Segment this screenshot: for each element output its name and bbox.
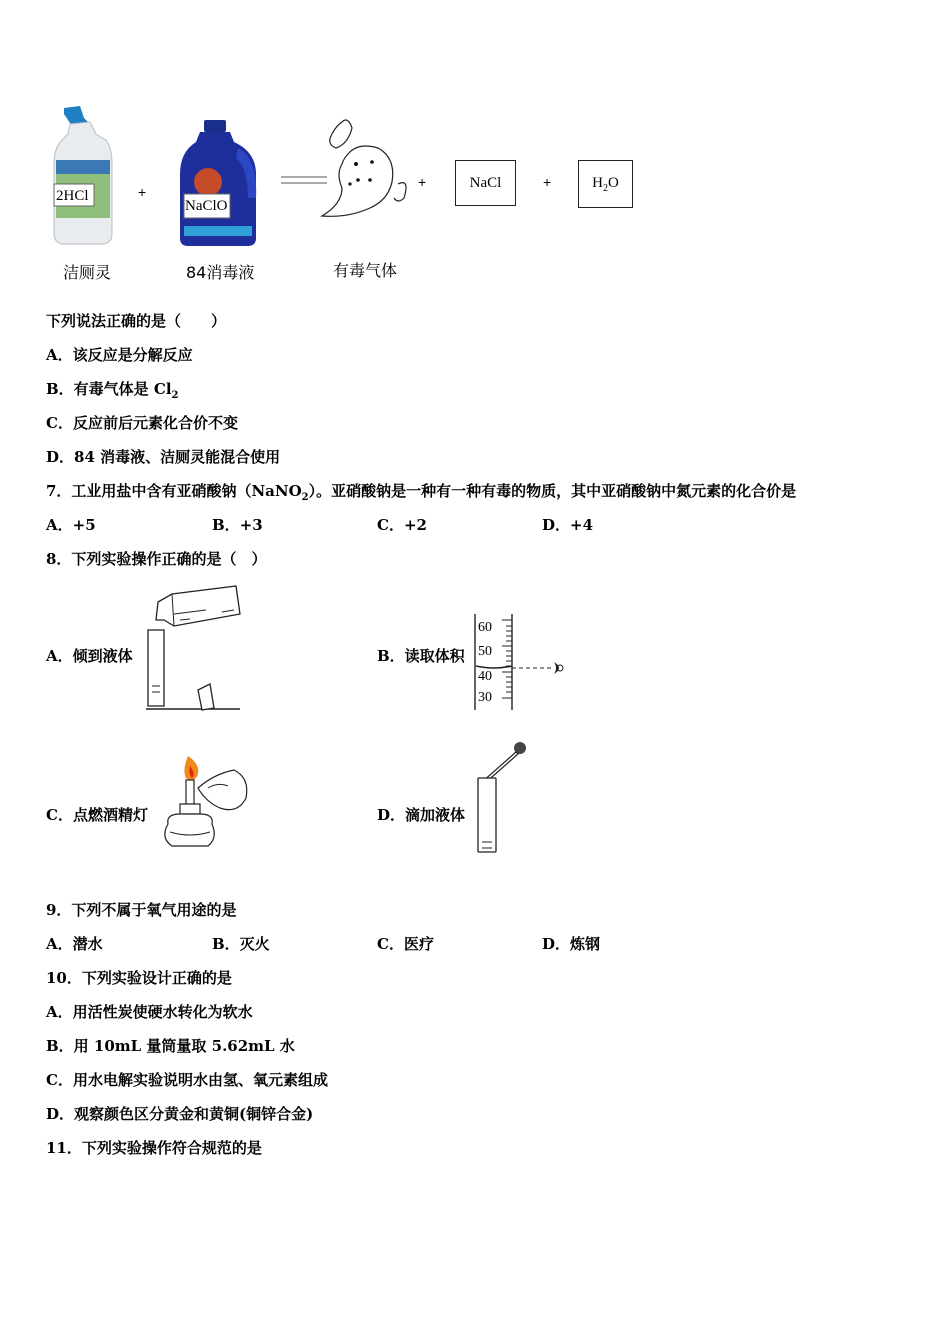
- product-water-box: [578, 160, 633, 208]
- tick-label-50: 50: [478, 644, 492, 659]
- plus-sign: +: [138, 184, 147, 200]
- q9-option-c[interactable]: C．医疗: [377, 935, 434, 953]
- toilet-cleaner-bottle-icon: [50, 104, 118, 246]
- q10-option-a[interactable]: A．用活性炭使硬水转化为软水: [46, 1003, 253, 1021]
- q9-stem: 9．下列不属于氧气用途的是: [46, 901, 237, 919]
- q8-stem: 8．下列实验操作正确的是（ ）: [46, 550, 267, 568]
- q8-option-c[interactable]: C．点燃酒精灯: [46, 806, 148, 824]
- q6-option-a[interactable]: A．该反应是分解反应: [46, 346, 193, 364]
- bottle1-formula: 2HCl: [56, 188, 89, 204]
- q6-option-d[interactable]: D．84 消毒液、洁厕灵能混合使用: [46, 448, 281, 466]
- q10-option-d[interactable]: D．观察颜色区分黄金和黄铜(铜锌合金): [46, 1105, 314, 1123]
- q7-option-d[interactable]: D．+4: [542, 516, 594, 534]
- q7-stem: 7．工业用盐中含有亚硝酸钠（NaNO$_2$）。亚硝酸钠是一种有一种有毒的物质，其中亚硝酸钠中氮元素的化合价是: [46, 482, 797, 503]
- q10-option-c[interactable]: C．用水电解实验说明水由氢、氧元素组成: [46, 1071, 328, 1089]
- q7-option-c[interactable]: C．+2: [377, 516, 427, 534]
- toxic-gas-cloud-icon: [318, 118, 414, 222]
- gas-caption: 有毒气体: [333, 261, 398, 280]
- bottle1-caption: 洁厕灵: [63, 263, 112, 282]
- product1-formula: NaCl: [469, 174, 502, 191]
- q8-option-b[interactable]: B．读取体积: [377, 647, 465, 665]
- product2-formula: $H_2O$: [592, 174, 619, 194]
- alcohol-lamp-icon: [158, 752, 254, 856]
- q8-option-a[interactable]: A．倾到液体: [46, 647, 133, 665]
- plus-sign: +: [543, 174, 552, 190]
- tick-label-40: 40: [478, 669, 492, 684]
- q6-option-c[interactable]: C．反应前后元素化合价不变: [46, 414, 238, 432]
- q6-option-b[interactable]: B．有毒气体是 $Cl_2$: [46, 380, 179, 401]
- bottle2-formula: NaClO: [185, 198, 228, 214]
- q9-option-b[interactable]: B．灭火: [212, 935, 270, 953]
- bottle2-caption: 84消毒液: [186, 263, 255, 282]
- pouring-liquid-icon: [144, 584, 242, 714]
- q7-option-b[interactable]: B．+3: [212, 516, 263, 534]
- plus-sign: +: [418, 174, 427, 190]
- dropper-test-tube-icon: [472, 738, 532, 858]
- q11-stem: 11．下列实验操作符合规范的是: [46, 1139, 262, 1157]
- product-nacl-box: [455, 160, 516, 206]
- q9-option-d[interactable]: D．炼钢: [542, 935, 601, 953]
- q10-option-b[interactable]: B．用 10mL 量筒量取 5.62mL 水: [46, 1037, 295, 1055]
- tick-label-60: 60: [478, 620, 492, 635]
- q7-option-a[interactable]: A．+5: [46, 516, 96, 534]
- q8-option-d[interactable]: D．滴加液体: [377, 806, 466, 824]
- q10-stem: 10．下列实验设计正确的是: [46, 969, 232, 987]
- q9-option-a[interactable]: A．潜水: [46, 935, 103, 953]
- tick-label-30: 30: [478, 690, 492, 705]
- q6-stem: 下列说法正确的是（ ）: [46, 312, 227, 330]
- disinfectant-bottle-icon: [178, 118, 260, 248]
- cylinder-tick-labels: [478, 616, 492, 710]
